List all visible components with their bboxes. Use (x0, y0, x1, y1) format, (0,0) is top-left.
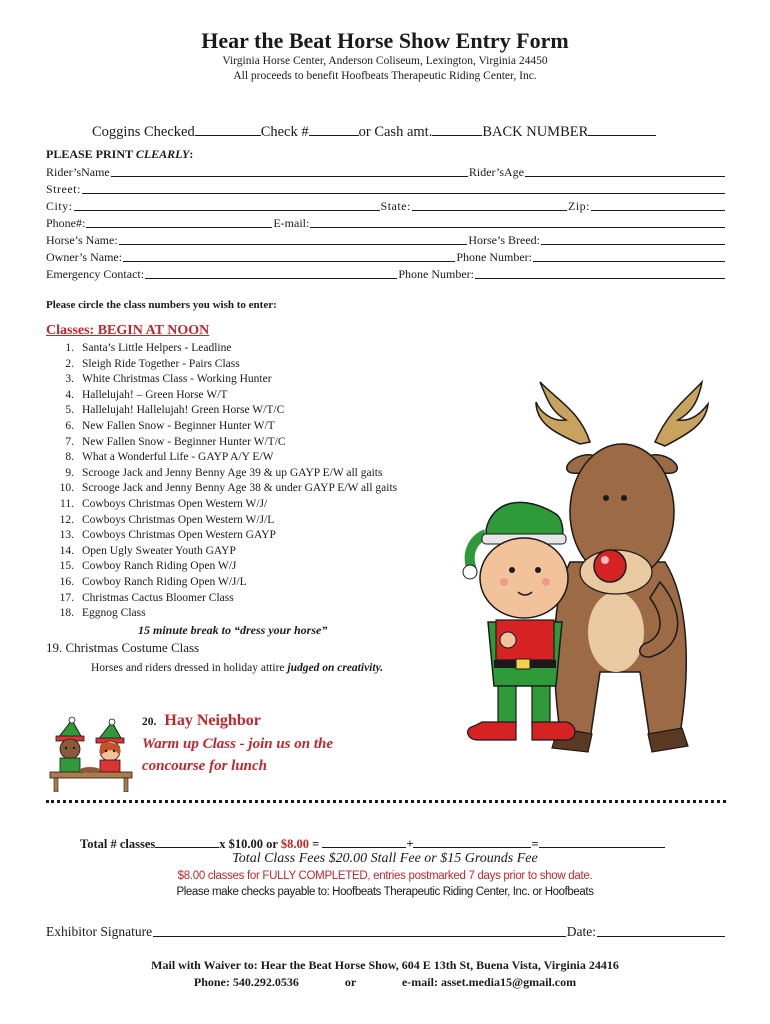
class-name: New Fallen Snow - Beginner Hunter W/T/C (82, 435, 286, 448)
class-item[interactable] (46, 403, 397, 419)
emergency-label: Emergency Contact: (46, 267, 145, 281)
checks-note: Please make checks payable to: Hoofbeats Therapeutic Riding Center, Inc. or Hoofbeats (176, 886, 594, 898)
class-item[interactable] (46, 357, 397, 373)
class-name: What a Wonderful Life - GAYP A/Y E/W (82, 451, 274, 464)
rider-name-field[interactable] (111, 175, 468, 177)
email-field[interactable] (310, 226, 725, 228)
class-item[interactable] (46, 591, 397, 607)
horse-breed-field[interactable] (541, 243, 725, 245)
street-label: Street: (46, 182, 81, 196)
mail-address: Mail with Waiver to: Hear the Beat Horse Show, 604 E 13th St, Buena Vista, Virginia 24416 (151, 958, 619, 972)
class-name: Cowboys Christmas Open Western W/J/ (82, 497, 268, 510)
total-classes-field[interactable] (155, 833, 219, 848)
owner-name-field[interactable] (123, 260, 455, 262)
discount-price: $8.00 (280, 837, 309, 851)
check-no-field[interactable] (309, 121, 359, 136)
street-field[interactable] (82, 192, 725, 194)
city-field[interactable] (74, 209, 380, 211)
print-clearly-header: PLEASE PRINT CLEARLY: (46, 147, 194, 161)
zip-field[interactable] (591, 209, 725, 211)
class-number[interactable]: 9. (65, 466, 74, 479)
fees-line: Total Class Fees $20.00 Stall Fee or $15 Grounds Fee (232, 851, 538, 866)
city-label: City: (46, 199, 73, 213)
coggins-label: Coggins Checked (92, 124, 195, 140)
class-item[interactable] (46, 544, 397, 560)
class-number[interactable]: 8. (65, 451, 74, 464)
horse-breed-label: Horse’s Breed: (468, 233, 540, 247)
signature-label: Exhibitor Signature (46, 924, 153, 939)
horse-name-label: Horse’s Name: (46, 233, 118, 247)
state-field[interactable] (412, 209, 567, 211)
class-19-title[interactable]: 19. Christmas Costume Class (46, 640, 200, 655)
class-number[interactable]: 2. (65, 357, 74, 370)
zip-label: Zip: (568, 199, 590, 213)
class-name: White Christmas Class - Working Hunter (82, 373, 272, 386)
class-name: Christmas Cactus Bloomer Class (82, 591, 234, 604)
horse-name-field[interactable] (119, 243, 468, 245)
class-number[interactable]: 12. (59, 513, 74, 526)
totals-row: Total # classes x $10.00 or $8.00 = + = (80, 833, 665, 852)
classes-header: Classes: BEGIN AT NOON (46, 323, 210, 338)
horse-row (46, 231, 726, 248)
owner-row (46, 248, 726, 265)
class-name: Sleigh Ride Together - Pairs Class (82, 357, 240, 370)
class-item[interactable] (46, 372, 397, 388)
contact-phone: Phone: 540.292.0536 (193, 975, 299, 989)
phone-field[interactable] (86, 226, 272, 228)
check-no-label: Check # (260, 124, 309, 140)
class-number[interactable]: 1. (65, 342, 74, 354)
cash-label: or Cash amt. (358, 124, 433, 140)
class-name: Cowboys Christmas Open Western GAYP (82, 529, 276, 542)
cash-field[interactable] (432, 121, 482, 136)
rider-age-label: Rider’sAge (468, 165, 524, 179)
back-number-label: BACK NUMBER (482, 124, 589, 140)
venue-line: Virginia Horse Center, Anderson Coliseum, Lexington, Virginia 24450 (222, 55, 548, 67)
class-item[interactable] (46, 513, 397, 529)
class-item[interactable] (46, 575, 397, 591)
class-item[interactable] (46, 481, 397, 497)
rider-age-field[interactable] (525, 175, 725, 177)
class-name: Cowboy Ranch Riding Open W/J (82, 560, 237, 573)
form-title: Hear the Beat Horse Show Entry Form (201, 28, 569, 53)
emergency-row (46, 265, 726, 282)
class-list (46, 341, 397, 622)
emergency-phone-label: Phone Number: (398, 267, 474, 281)
emergency-field[interactable] (145, 277, 397, 279)
class-name: Cowboys Christmas Open Western W/J/L (82, 513, 275, 526)
phone-row (46, 214, 726, 231)
class-item[interactable] (46, 528, 397, 544)
emergency-phone-field[interactable] (475, 277, 725, 279)
city-row (46, 197, 726, 214)
date-label: Date: (566, 924, 596, 939)
class-item[interactable] (46, 466, 397, 482)
class-number[interactable]: 14. (59, 544, 74, 557)
stall-fee-field[interactable] (413, 833, 531, 848)
class-item[interactable] (46, 450, 397, 466)
class-number[interactable]: 16. (59, 575, 74, 588)
class-item[interactable] (46, 559, 397, 575)
divider (46, 800, 726, 803)
class-item[interactable] (46, 435, 397, 451)
back-number-field[interactable] (588, 121, 656, 136)
discount-note: $8.00 classes for FULLY COMPLETED, entries postmarked 7 days prior to show date. (177, 870, 593, 882)
class-number[interactable]: 13. (59, 529, 74, 542)
owner-name-label: Owner’s Name: (46, 250, 123, 264)
class-19-note: Horses and riders dressed in holiday attire judged on creativity. (91, 662, 384, 674)
break-note: 15 minute break to “dress your horse” (138, 623, 328, 637)
elves-at-table-illustration (46, 716, 136, 792)
class-name: Hallelujah! Hallelujah! Green Horse W/T/C (82, 404, 285, 417)
class-item[interactable] (46, 606, 397, 622)
state-label: State: (380, 199, 411, 213)
class-item[interactable] (46, 388, 397, 404)
class-number[interactable]: 10. (59, 482, 74, 495)
phone-label: Phone#: (46, 216, 86, 230)
class-name: Cowboy Ranch Riding Open W/J/L (82, 575, 247, 588)
class-fee-field[interactable] (322, 833, 406, 848)
coggins-row (92, 121, 656, 141)
class-20-desc: Warm up Class - join us on the concourse for lunch (142, 736, 334, 774)
class-item[interactable] (46, 341, 397, 357)
class-name: Santa’s Little Helpers - Leadline (82, 342, 232, 354)
class-number[interactable]: 11. (60, 497, 74, 510)
class-name: Hallelujah! – Green Horse W/T (82, 388, 228, 401)
elf-illustration (452, 490, 602, 756)
contact-line: Phone: 540.292.0536 or e-mail: asset.media15@gmail.com (193, 975, 577, 989)
owner-phone-label: Phone Number: (456, 250, 532, 264)
class-20-title[interactable]: 20. Hay Neighbor (142, 712, 261, 729)
email-label: E-mail: (273, 216, 310, 230)
coggins-field[interactable] (195, 121, 261, 136)
grand-total-field[interactable] (539, 833, 665, 848)
owner-phone-field[interactable] (533, 260, 725, 262)
contact-email[interactable]: e-mail: asset.media15@gmail.com (401, 975, 577, 989)
total-classes-label: Total # classes (80, 837, 156, 851)
class-number[interactable]: 3. (65, 373, 74, 386)
class-number[interactable]: 4. (65, 388, 74, 401)
signature-row (46, 922, 726, 940)
class-number[interactable]: 17. (59, 591, 74, 604)
class-name: Scrooge Jack and Jenny Benny Age 39 & up GAYP E/W all gaits (82, 466, 383, 479)
class-name: New Fallen Snow - Beginner Hunter W/T (82, 419, 275, 432)
class-name: Scrooge Jack and Jenny Benny Age 38 & under GAYP E/W all gaits (82, 482, 398, 495)
date-field[interactable] (597, 935, 725, 937)
class-number[interactable]: 7. (65, 435, 74, 448)
class-name: Eggnog Class (82, 607, 146, 620)
street-row (46, 180, 726, 197)
class-number[interactable]: 18. (59, 607, 74, 620)
class-item[interactable] (46, 419, 397, 435)
class-item[interactable] (46, 497, 397, 513)
class-number[interactable]: 15. (59, 560, 74, 573)
benefit-line: All proceeds to benefit Hoofbeats Therapeutic Riding Center, Inc. (233, 70, 537, 82)
rider-name-label: Rider’sName (46, 165, 110, 179)
class-name: Open Ugly Sweater Youth GAYP (82, 544, 236, 557)
signature-field[interactable] (153, 935, 566, 937)
class-number[interactable]: 5. (65, 404, 74, 417)
circle-note: Please circle the class numbers you wish to enter: (46, 299, 277, 311)
class-number[interactable]: 6. (65, 419, 74, 432)
rider-row (46, 163, 726, 180)
